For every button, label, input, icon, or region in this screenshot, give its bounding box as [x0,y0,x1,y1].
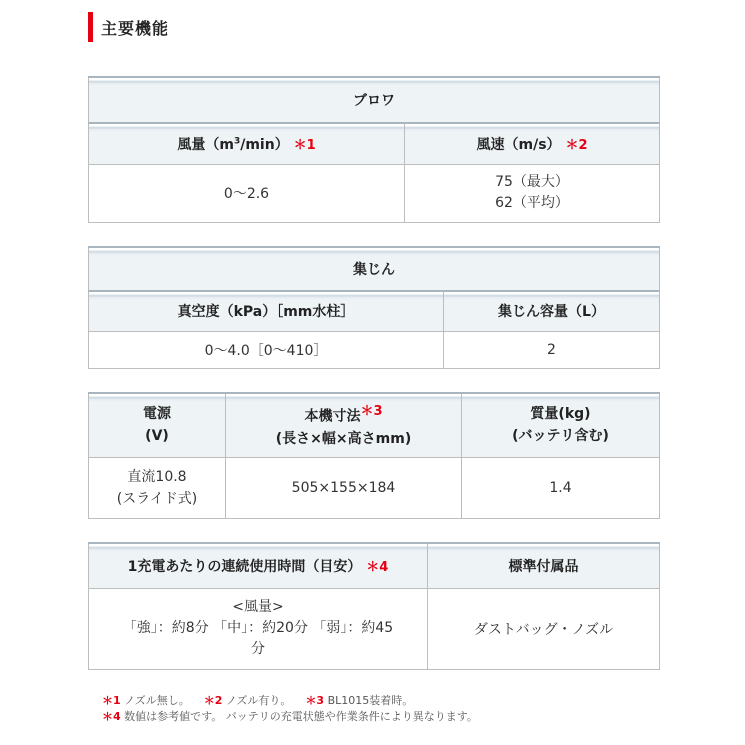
vacuum-header: 真空度（kPa）［mm水柱］ [89,291,444,331]
accessory-value: ダストバッグ・ノズル [428,588,660,669]
airflow-header: 風量$(m^3/\min)$ ＊1 [89,123,405,164]
vacuum-value: 0～4.0［0～410］ [89,331,444,368]
speed-header: 風速（m/s） ＊2 [405,123,660,164]
mass-header: 質量(kg) (バッテリ含む) [462,393,660,457]
mass-value: 1.4 [462,457,660,518]
dust-title: 集じん [89,247,660,291]
capacity-header: 集じん容量（L） [444,291,660,331]
speed-value: 75（最大） 62（平均） [405,164,660,222]
note-mark-2: ＊2 [565,137,588,153]
dims-value: 505×155×184 [226,457,462,518]
footnotes [102,693,478,725]
runtime-value: <風量> 「強」：約8分 「中」：約20分 「弱」：約45 分 [89,588,428,669]
power-header: 電源 (V) [89,393,226,457]
capacity-value: 2 [444,331,660,368]
blower-table [88,76,660,223]
note-mark-4: ＊4 [366,559,389,575]
note-mark-3: ＊3 [360,403,383,419]
dust-table [88,246,660,369]
blower-title: ブロワ [89,77,660,123]
runtime-table [88,542,660,670]
footnote-line-2: ＊4 数値は参考値です。 バッテリの充電状態や作業条件により異なります。 [102,710,478,723]
section-heading [88,12,169,42]
airflow-value: 0～2.6 [89,164,405,222]
section-title: 主要機能 [101,18,170,38]
spec-table [88,392,660,519]
note-mark-1: ＊1 [293,137,316,153]
accessory-header: 標準付属品 [428,543,660,588]
heading-accent-bar [88,12,93,42]
power-value: 直流10.8 (スライド式) [89,457,226,518]
footnote-line-1: ＊1 ノズル無し。 ＊2 ノズル有り。 ＊3 BL1015装着時。 [102,694,414,707]
runtime-header: 1充電あたりの連続使用時間（目安） ＊4 [89,543,428,588]
dims-header: 本機寸法$^{*3}$ (長さ×幅×高さmm) [226,393,462,457]
